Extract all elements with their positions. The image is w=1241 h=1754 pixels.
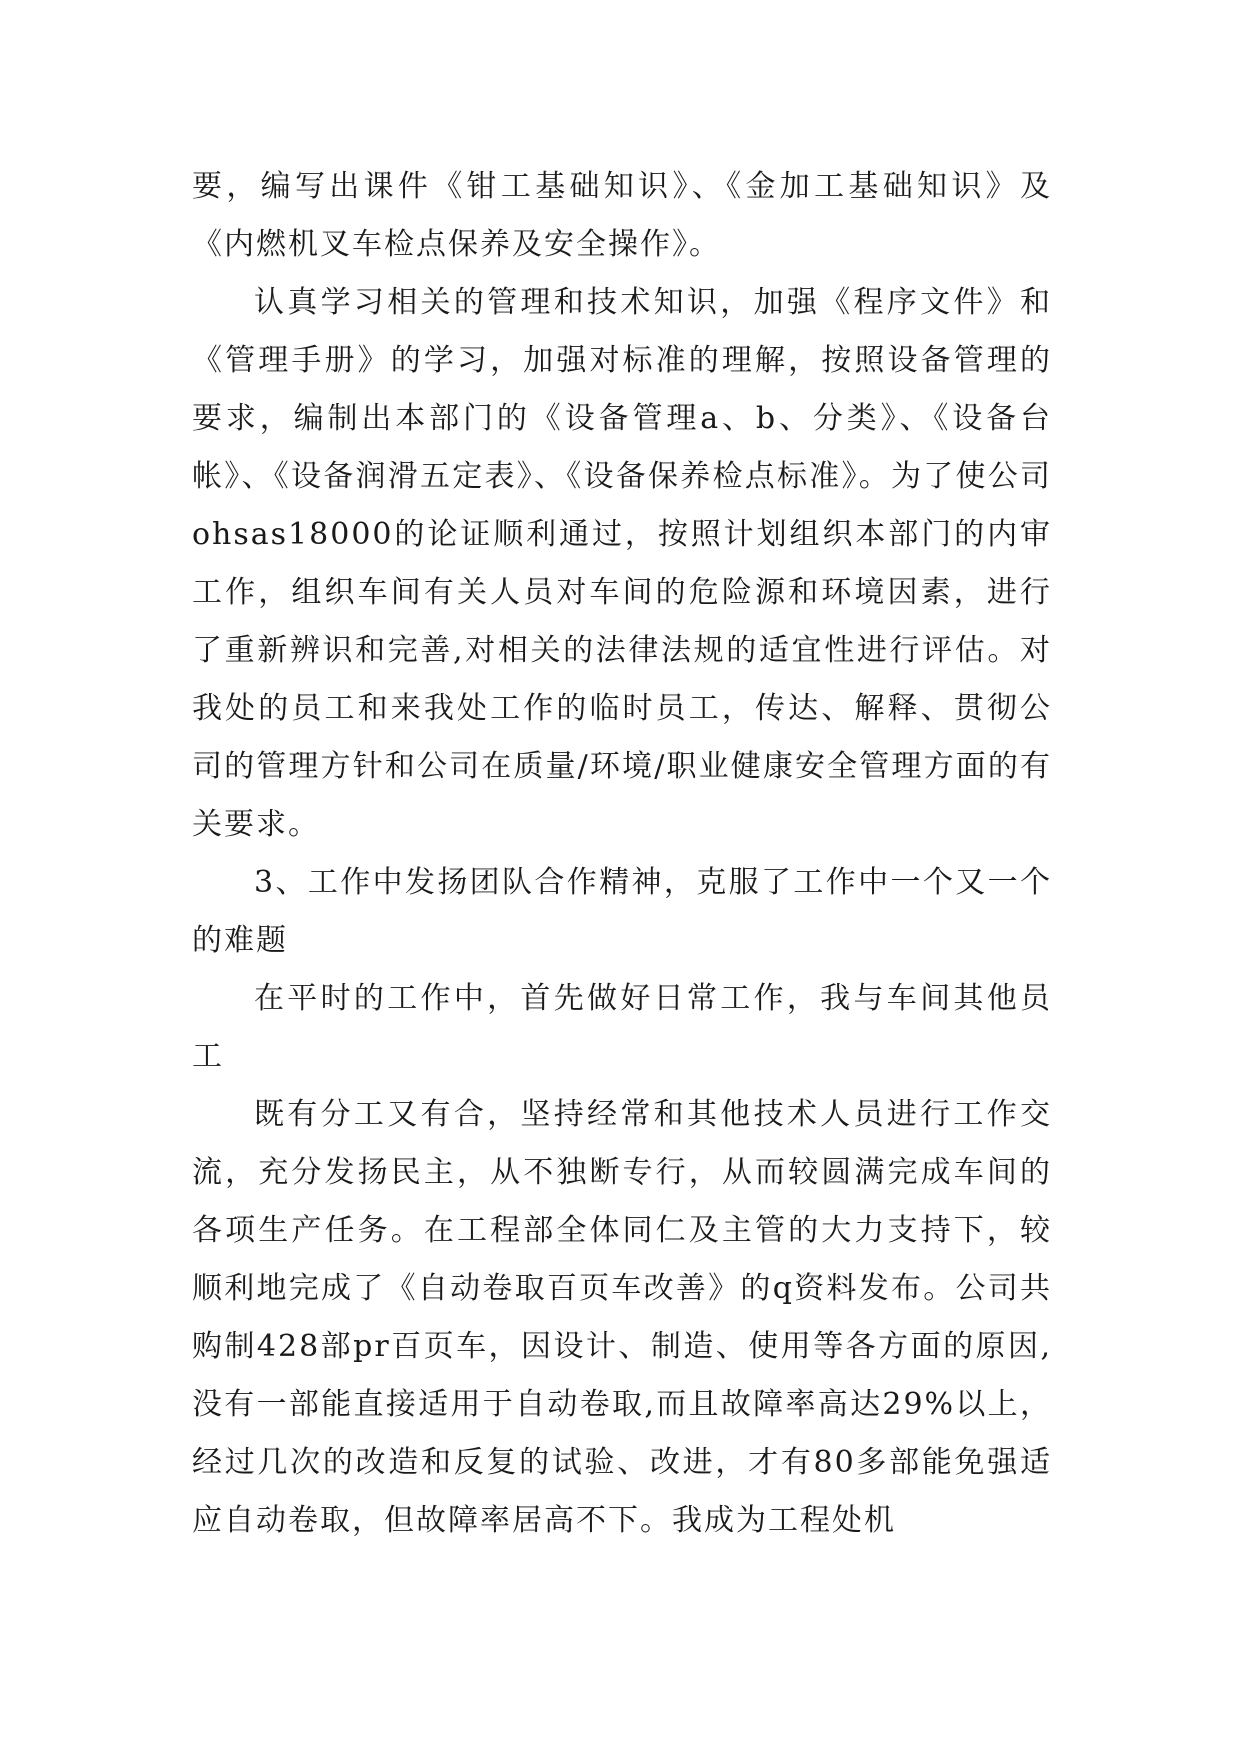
paragraph-4: 在平时的工作中，首先做好日常工作，我与车间其他员工 bbox=[192, 981, 1052, 1074]
paragraph-5: 既有分工又有合，坚持经常和其他技术人员进行工作交流，充分发扬民主，从不独断专行，从而较圆满完成车间的各项生产任务。在工程部全体同仁及主管的大力支持下，较顺利地完成了《自动卷取百页车改善》的q资料发布。公司共购制428部pr百页车，因设计、制造、使用等各方面的原因,没有一部能直接适用于自动卷取,而且故障率高达29%以上，经过几次的改造和反复的试验、改进，才有80多部能免强适应自动卷取，但故障率居高不下。我成为工程处机 bbox=[192, 1097, 1052, 1538]
paragraph-3-heading: 3、工作中发扬团队合作精神，克服了工作中一个又一个的难题 bbox=[192, 865, 1052, 958]
paragraph-2: 认真学习相关的管理和技术知识，加强《程序文件》和《管理手册》的学习，加强对标准的理解，按照设备管理的要求，编制出本部门的《设备管理a、b、分类》、《设备台帐》、《设备润滑五定表》、《设备保养检点标准》。为了使公司ohsas18000的论证顺利通过，按照计划组织本部门的内审工作，组织车间有关人员对车间的危险源和环境因素，进行了重新辨识和完善,对相关的法律法规的适宜性进行评估。对我处的员工和来我处工作的临时员工，传达、解释、贯彻公司的管理方针和公司在质量/环境/职业健康安全管理方面的有关要求。 bbox=[192, 285, 1052, 842]
document-body bbox=[192, 158, 1052, 1550]
paragraph-1: 要，编写出课件《钳工基础知识》、《金加工基础知识》及《内燃机叉车检点保养及安全操作》。 bbox=[192, 169, 1052, 262]
